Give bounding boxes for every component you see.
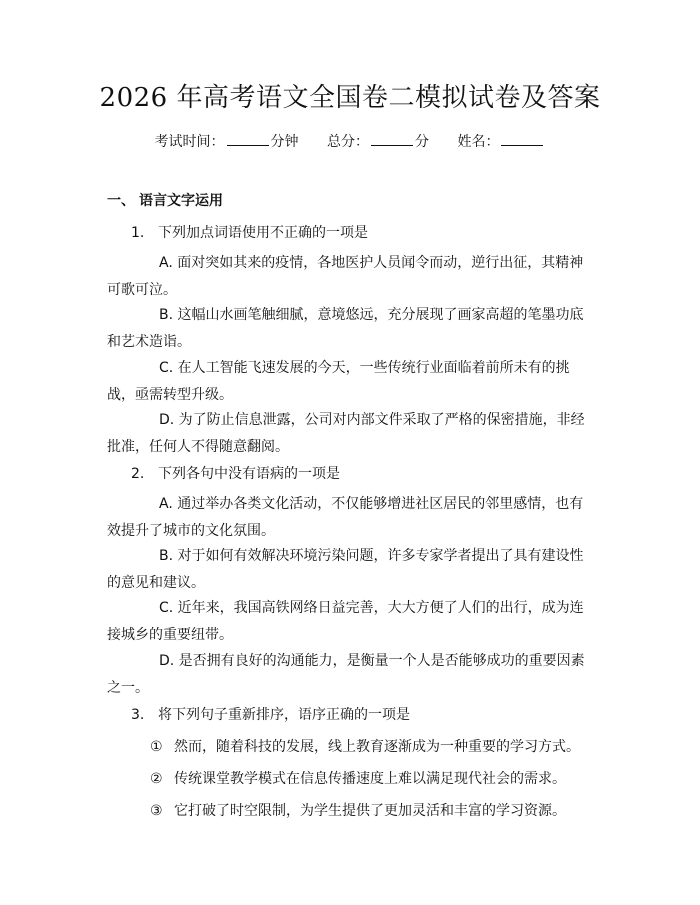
option-c: C. 在人工智能飞速发展的今天，一些传统行业面临着前所未有的挑战，亟需转型升级。 bbox=[107, 360, 570, 403]
time-field bbox=[155, 131, 299, 152]
option-block bbox=[107, 302, 593, 356]
question-stem bbox=[131, 705, 410, 725]
option-a: A. 面对突如其来的疫情，各地医护人员闻令而动，逆行出征，其精神可歌可泣。 bbox=[107, 255, 584, 298]
option-block bbox=[107, 543, 593, 597]
option-b: B. 对于如何有效解决环境污染问题，许多专家学者提出了具有建设性的意见和建议。 bbox=[107, 548, 584, 591]
option-block bbox=[107, 595, 593, 649]
question-stem bbox=[131, 223, 368, 243]
name-field bbox=[457, 131, 545, 152]
sentence-mark: ② bbox=[150, 771, 163, 787]
option-d: D. 为了防止信息泄露，公司对内部文件采取了严格的保密措施，非经批准，任何人不得随意翻阅。 bbox=[107, 412, 585, 455]
score-label: 总分： bbox=[327, 134, 369, 150]
option-block bbox=[107, 407, 593, 461]
section-number: 一、 bbox=[107, 193, 135, 209]
question-number: 3. bbox=[131, 707, 145, 723]
option-block bbox=[107, 491, 593, 545]
section-title: 语言文字运用 bbox=[139, 193, 223, 209]
sentence-mark: ③ bbox=[150, 803, 163, 819]
sequence-sentence bbox=[150, 737, 580, 757]
option-block bbox=[107, 250, 593, 304]
sentence-text: 然而，随着科技的发展，线上教育逐渐成为一种重要的学习方式。 bbox=[174, 739, 580, 755]
score-unit: 分 bbox=[415, 134, 429, 150]
question-number: 2. bbox=[131, 466, 145, 482]
name-label: 姓名： bbox=[457, 134, 500, 150]
score-blank[interactable] bbox=[371, 131, 413, 146]
sentence-text: 传统课堂教学模式在信息传播速度上难以满足现代社会的需求。 bbox=[174, 771, 566, 787]
question-text: 将下列句子重新排序，语序正确的一项是 bbox=[158, 707, 410, 723]
question-text: 下列各句中没有语病的一项是 bbox=[158, 466, 340, 482]
score-field bbox=[327, 131, 429, 152]
name-blank[interactable] bbox=[501, 131, 543, 146]
option-a: A. 通过举办各类文化活动，不仅能够增进社区居民的邻里感情，也有效提升了城市的文化氛围。 bbox=[107, 496, 584, 539]
question-number: 1. bbox=[131, 225, 145, 241]
sequence-sentence bbox=[150, 769, 566, 789]
option-c: C. 近年来，我国高铁网络日益完善，大大方便了人们的出行，成为连接城乡的重要纽带。 bbox=[107, 600, 584, 643]
sequence-sentence bbox=[150, 801, 566, 821]
option-d: D. 是否拥有良好的沟通能力，是衡量一个人是否能够成功的重要因素之一。 bbox=[107, 653, 585, 696]
time-unit: 分钟 bbox=[270, 134, 299, 150]
option-block bbox=[107, 648, 593, 702]
option-block bbox=[107, 355, 593, 409]
time-label: 考试时间： bbox=[154, 134, 225, 150]
question-text: 下列加点词语使用不正确的一项是 bbox=[158, 225, 368, 241]
exam-meta bbox=[0, 131, 700, 152]
section-heading bbox=[107, 191, 223, 211]
question-stem bbox=[131, 464, 340, 484]
sentence-text: 它打破了时空限制，为学生提供了更加灵活和丰富的学习资源。 bbox=[174, 803, 566, 819]
time-blank[interactable] bbox=[227, 131, 269, 146]
exam-title: 2026 年高考语文全国卷二模拟试卷及答案 bbox=[99, 83, 601, 113]
sentence-mark: ① bbox=[150, 739, 163, 755]
option-b: B. 这幅山水画笔触细腻，意境悠远，充分展现了画家高超的笔墨功底和艺术造诣。 bbox=[107, 307, 584, 350]
